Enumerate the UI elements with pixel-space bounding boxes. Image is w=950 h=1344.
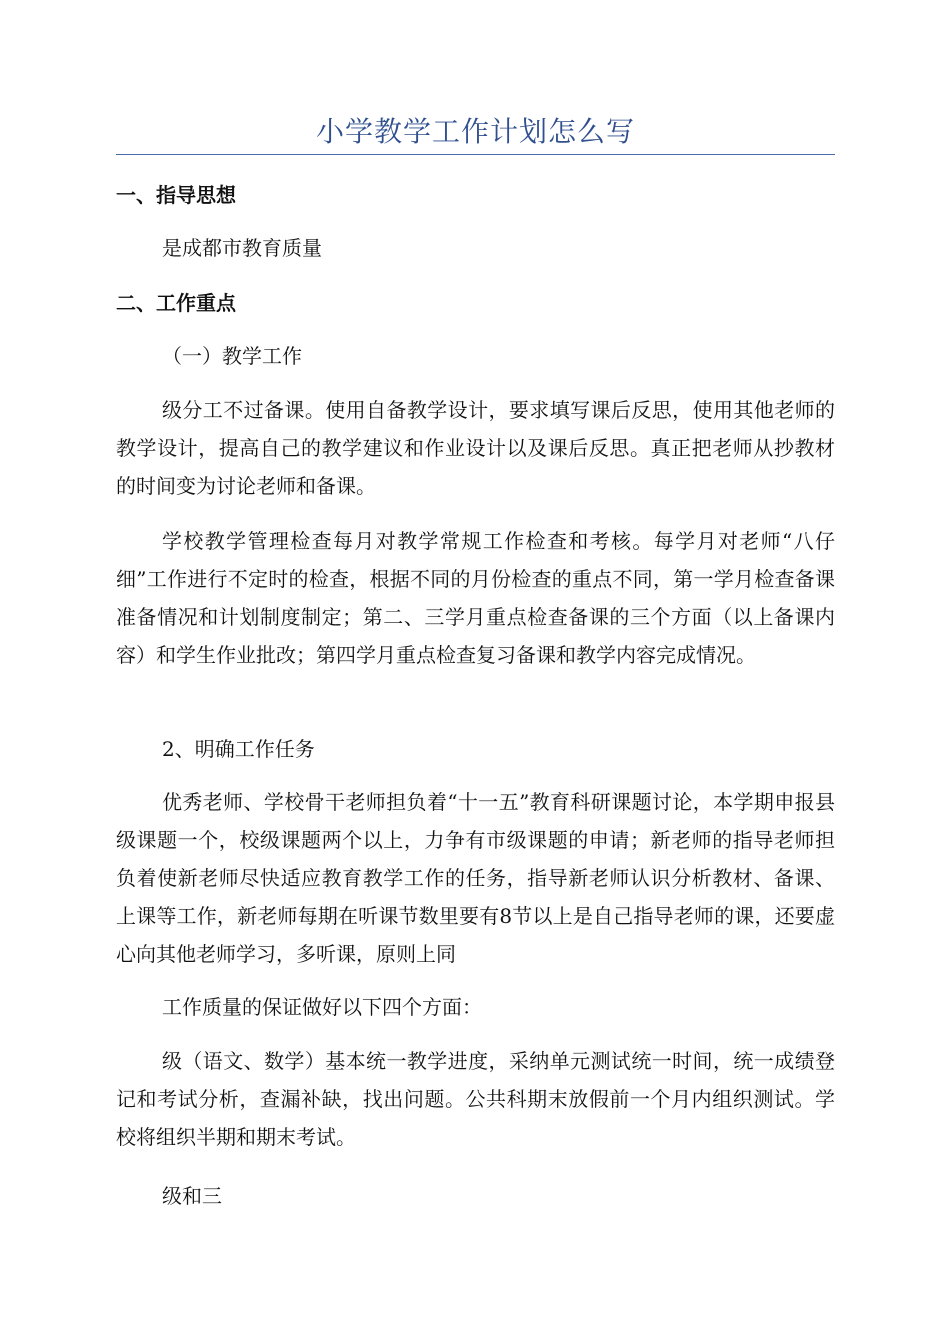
paragraph-3: 学校教学管理检查每月对教学常规工作检查和考核。每学月对老师“八仔细”工作进行不定时的检查，根据不同的月份检查的重点不同，第一学月检查备课准备情况和计划制度制定；第二、三学月重点检查备课的三个方面（以上备课内容）和学生作业批改；第四学月重点检查复习备课和教学内容完成情况。 <box>116 529 835 667</box>
section-heading-work-focus: 二、工作重点 <box>116 291 236 315</box>
paragraph-7: 级和三 <box>162 1184 222 1208</box>
subheading-teaching-work: （一）教学工作 <box>162 344 302 368</box>
paragraph-6: 级（语文、数学）基本统一教学进度，采纳单元测试统一时间，统一成绩登记和考试分析，查漏补缺，找出问题。公共科期末放假前一个月内组织测试。学校将组织半期和期末考试。 <box>116 1049 835 1149</box>
section-heading-guiding-ideology: 一、指导思想 <box>116 183 236 207</box>
paragraph-4: 优秀老师、学校骨干老师担负着“十一五”教育科研课题讨论，本学期申报县级课题一个，校级课题两个以上，力争有市级课题的申请；新老师的指导老师担负着使新老师尽快适应教育教学工作的任务，指导新老师认识分析教材、备课、上课等工作，新老师每期在听课节数里要有8节以上是自己指导老师的课，还要虚心向其他老师学习，多听课，原则上同 <box>116 790 835 966</box>
paragraph-1: 是成都市教育质量 <box>162 236 322 260</box>
page-title: 小学教学工作计划怎么写 <box>315 115 635 148</box>
paragraph-5: 工作质量的保证做好以下四个方面： <box>162 995 482 1019</box>
subheading-work-tasks: 2、明确工作任务 <box>162 737 315 761</box>
paragraph-2: 级分工不过备课。使用自备教学设计，要求填写课后反思，使用其他老师的教学设计，提高自己的教学建议和作业设计以及课后反思。真正把老师从抄教材的时间变为讨论老师和备课。 <box>116 398 835 498</box>
title-underline <box>116 154 835 155</box>
